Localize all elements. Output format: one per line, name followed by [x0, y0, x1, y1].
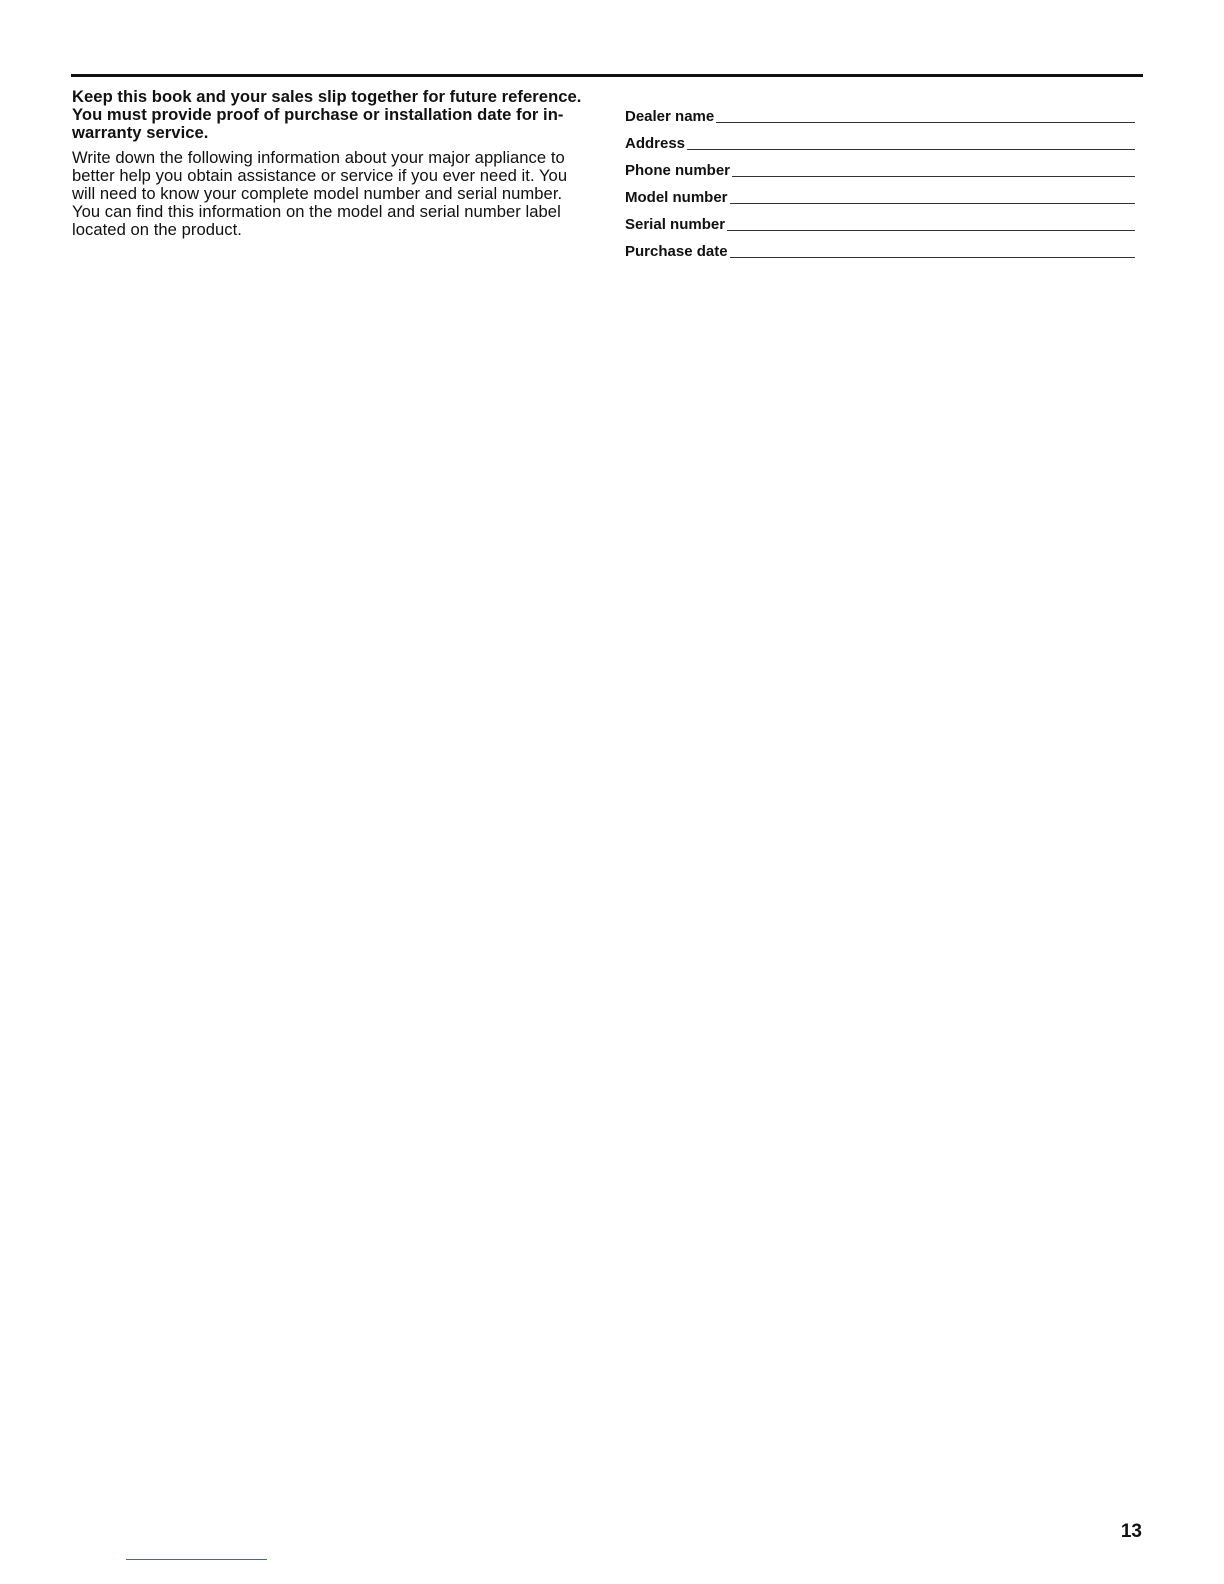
- address-field[interactable]: [625, 126, 1135, 153]
- model-number-field[interactable]: [625, 180, 1135, 207]
- purchase-date-line[interactable]: [730, 257, 1135, 258]
- serial-number-label: Serial number: [625, 216, 726, 233]
- address-line[interactable]: [687, 149, 1135, 150]
- dealer-name-field[interactable]: [625, 99, 1135, 126]
- dealer-name-label: Dealer name: [625, 108, 715, 125]
- serial-number-field[interactable]: [625, 207, 1135, 234]
- purchase-date-label: Purchase date: [625, 243, 728, 260]
- phone-number-field[interactable]: [625, 153, 1135, 180]
- dealer-name-line[interactable]: [716, 122, 1135, 123]
- intro-section: [72, 88, 594, 239]
- serial-number-line[interactable]: [727, 230, 1135, 231]
- intro-body: Write down the following information about your major appliance to better help you obtain assistance or service if you ever need it. You will need to know your complete model number and serial number. You can find this information on the model and serial number label located on the product.: [72, 148, 568, 239]
- intro-lead: Keep this book and your sales slip together for future reference. You must provide proof of purchase or installation date for in-warranty service.: [72, 87, 582, 142]
- model-number-line[interactable]: [730, 203, 1135, 204]
- phone-number-label: Phone number: [625, 162, 731, 179]
- address-label: Address: [625, 135, 686, 152]
- purchase-date-field[interactable]: [625, 234, 1135, 261]
- model-number-label: Model number: [625, 189, 728, 206]
- phone-number-line[interactable]: [732, 176, 1135, 177]
- record-form: [625, 99, 1135, 261]
- page-number: 13: [1120, 1521, 1142, 1542]
- top-rule: [71, 74, 1143, 77]
- bottom-link-rule: [126, 1559, 267, 1560]
